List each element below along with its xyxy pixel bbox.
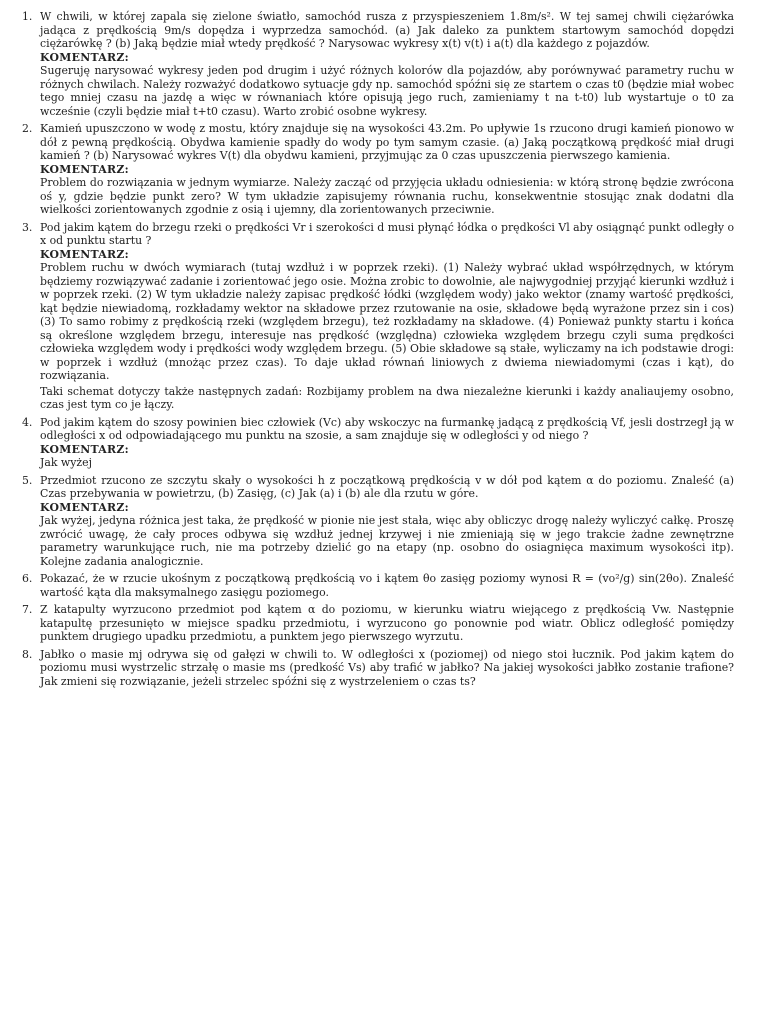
problem-number: 2. <box>22 122 33 135</box>
problem-text: Kamień upuszczono w wodę z mostu, który znajduje się na wysokości 43.2m. Po upływie 1s rzucono drugi kamień pionowo w dół z pewną prędkością. Obydwa kamienie spadły do wody po tym samym czasie. (a) Jaką początkową prędkość miał drugi kamień ? (b) Narysować wykres V(t) dla obydwu kamieni, przyjmując za 0 czas upuszczenia pierwszego kamienia. <box>40 122 734 162</box>
problem-text: W chwili, w której zapala się zielone światło, samochód rusza z przyspieszeniem 1.8m/s². W tej samej chwili ciężarówka jadąca z prędkością 9m/s dopędza i wyprzedza samochód. (a) Jak daleko za punktem startowym samochód dopędzi ciężarówkę ? (b) Jaką będzie miał wtedy prędkość ? Narysowac wykresy x(t) v(t) i a(t) dla każdego z pojazdów. <box>40 10 734 50</box>
problem-item <box>22 221 734 412</box>
comment-text: Problem do rozwiązania w jednym wymiarze. Należy zacząć od przyjęcia układu odniesienia: w którą stronę będzie zwrócona oś y, gdzie będzie punkt zero? W tym układzie zapisujemy równania ruchu, konsekwentnie stosując znak dodatni dla wielkości zorientowanych zgodnie z osią i ujemny, dla zorientowanych przeciwnie. <box>40 176 734 216</box>
problem-item <box>22 572 734 599</box>
comment-text: Problem ruchu w dwóch wymiarach (tutaj wzdłuż i w poprzek rzeki). (1) Należy wybrać układ współrzędnych, w którym będziemy rozwiązywać zadanie i zorientować jego osie. Można zrobic to dowolnie, ale najwygodniej przyjąć kierunki wzdłuż i w poprzek rzeki. (2) W tym układzie należy zapisac prędkość łódki (względem wody) jako wektor (znamy wartość prędkości, kąt będzie niewiadomą, rozkładamy wektor na składowe przez rzutowanie na osie, składowe będą wyrażone przez sin i cos) (3) To samo robimy z prędkością rzeki (względem brzegu), też rozkładamy na składowe. (4) Ponieważ punkty startu i końca są określone względem brzegu, interesuje nas prędkość (względna) człowieka względem brzegu czyli suma prędkości człowieka względem wody i prędkości wody względem brzegu. (5) Obie składowe są stałe, wyliczamy na ich podstawie drogi: w poprzek i wzdłuż (mnożąc przez czas). To daje układ równań liniowych z dwiema niewiadomymi (czas i kąt), do rozwiązania. <box>40 261 734 382</box>
problem-item <box>22 603 734 644</box>
comment-heading: KOMENTARZ: <box>40 162 129 176</box>
problem-text: Z katapulty wyrzucono przedmiot pod kątem α do poziomu, w kierunku wiatru wiejącego z prędkością Vw. Następnie katapultę przesunięto w miejsce spadku przedmiotu, i wyrzucono go ponownie pod wiatr. Oblicz odległość pomiędzy punktem drugiego upadku przedmiotu, a punktem jego pierwszego wyrzutu. <box>40 603 734 643</box>
comment-heading: KOMENTARZ: <box>40 247 129 261</box>
comment-text: Jak wyżej, jedyna różnica jest taka, że prędkość w pionie nie jest stała, więc aby obliczyc drogę należy wyliczyć całkę. Proszę zwrócić uwagę, że cały proces odbywa się wzdłuż jednej krzywej i nie zmieniają się w jego trakcie żadne zewnętrzne parametry warunkujące ruch, nie ma potrzeby dzielić go na etapy (np. osobno do osiagnięca maximum wysokości itp). Kolejne zadania analogicznie. <box>40 514 734 568</box>
problem-text: Pod jakim kątem do brzegu rzeki o prędkości Vr i szerokości d musi płynąć łódka o prędkości Vl aby osiągnąć punkt odległy o x od punktu startu ? <box>40 220 734 247</box>
problem-item <box>22 10 734 118</box>
comment-extra-text: Taki schemat dotyczy także następnych zadań: Rozbijamy problem na dwa niezależne kierunki i każdy analiaujemy osobno, czas jest tym co je łączy. <box>40 384 734 411</box>
problem-number: 6. <box>22 572 33 585</box>
problem-text: Pokazać, że w rzucie ukośnym z początkową prędkością vo i kątem θo zasięg poziomy wynosi R = (vo²/g) sin(2θo). Znaleść wartość kąta dla maksymalnego zasięgu poziomego. <box>40 572 734 599</box>
problem-number: 3. <box>22 220 33 234</box>
problem-number: 5. <box>22 473 33 487</box>
problem-text: Pod jakim kątem do szosy powinien biec człowiek (Vc) aby wskoczyc na furmankę jadącą z prędkością Vf, jesli dostrzegł ją w odległości x od odpowiadającego mu punktu na szosie, a sam znajduje się w odległości y od niego ? <box>40 415 734 442</box>
problem-number: 4. <box>22 415 33 429</box>
comment-heading: KOMENTARZ: <box>40 500 129 514</box>
problem-sheet <box>22 10 734 692</box>
comment-text: Jak wyżej <box>40 456 92 469</box>
problem-item <box>22 648 734 689</box>
problem-text: Jabłko o masie mj odrywa się od gałęzi w chwili to. W odległości x (poziomej) od niego stoi łucznik. Pod jakim kątem do poziomu musi wystrzelic strzałę o masie ms (predkość Vs) aby trafić w jabłko? Na jakiej wysokości jabłko zostanie trafione? Jak zmieni się rozwiązanie, jeżeli strzelec spóźni się z wystrzeleniem o czas ts? <box>40 647 734 688</box>
comment-heading: KOMENTARZ: <box>40 50 129 64</box>
problem-number: 8. <box>22 647 33 661</box>
problem-item <box>22 474 734 569</box>
problem-number: 1. <box>22 10 33 23</box>
problem-number: 7. <box>22 603 33 616</box>
comment-heading: KOMENTARZ: <box>40 442 129 456</box>
problem-text: Przedmiot rzucono ze szczytu skały o wysokości h z początkową prędkością v w dół pod kątem α do poziomu. Znaleść (a) Czas przebywania w powietrzu, (b) Zasięg, (c) Jak (a) i (b) ale dla rzutu w góre. <box>40 473 734 500</box>
comment-text: Sugeruję narysować wykresy jeden pod drugim i użyć różnych kolorów dla pojazdów, aby porównywać parametry ruchu w różnych chwilach. Należy rozważyć dodatkowo sytuacje gdy np. samochód spóźni się ze startem o czas t0 (będzie miał wobec tego mniej czasu na jazdę a więc w równaniach które opisują jego ruch, zamieniamy t na t-t0) lub wystartuje o t0 za wcześnie (czyli będzie miał t+t0 czasu). Warto zrobić osobne wykresy. <box>40 64 734 118</box>
problem-item <box>22 416 734 470</box>
problem-item <box>22 122 734 217</box>
